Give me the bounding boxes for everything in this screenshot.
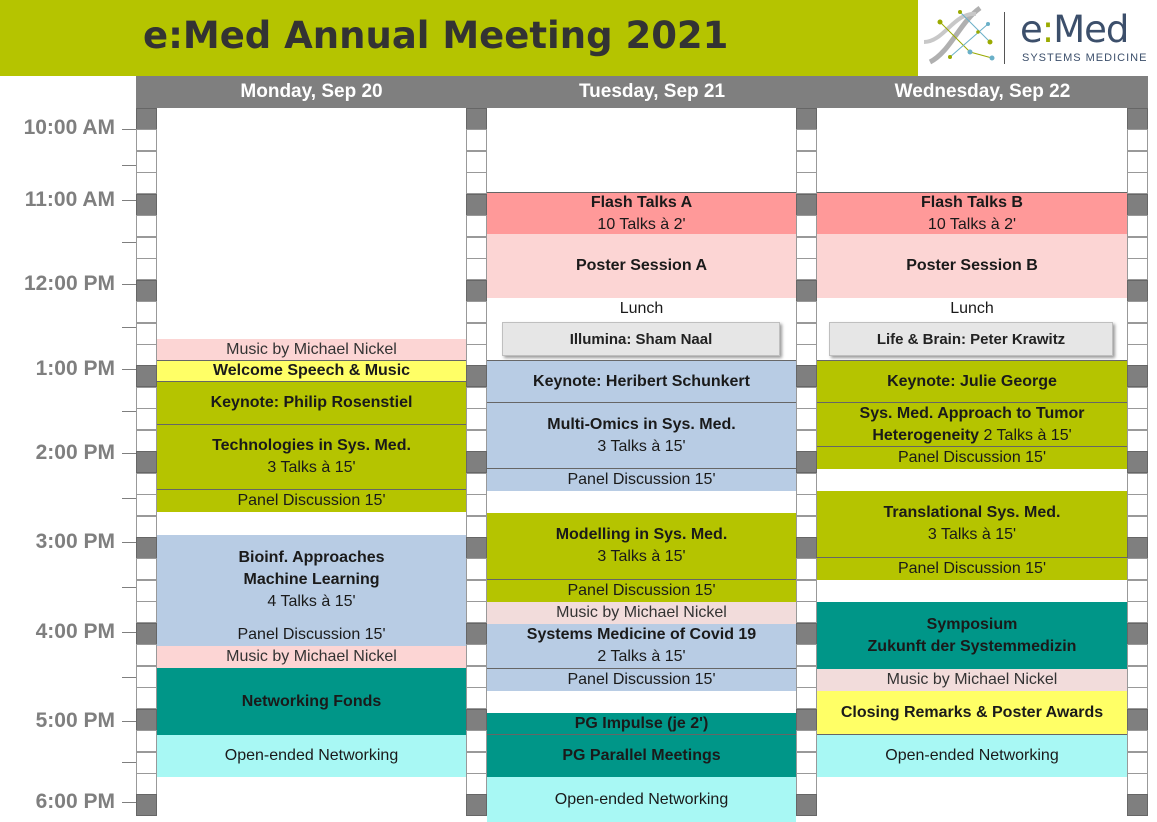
time-slot-cell (466, 194, 487, 216)
event-panel-tue-3: Panel Discussion 15' (487, 669, 796, 691)
time-slot-cell (796, 129, 817, 151)
time-slot-cell (1127, 773, 1148, 795)
half-hour-tick (122, 677, 136, 678)
half-hour-tick (122, 762, 136, 763)
event-bioinf: Bioinf. Approaches Machine Learning 4 Talks à 15' (157, 535, 466, 624)
time-slot-cell (796, 430, 817, 452)
time-slot-cell (796, 108, 817, 130)
time-slot-cell (1127, 558, 1148, 580)
event-music-tue: Music by Michael Nickel (487, 602, 796, 624)
time-slot-cell (466, 666, 487, 688)
time-slot-cell (796, 709, 817, 731)
time-slot-cell (796, 730, 817, 752)
time-slot-cell (1127, 387, 1148, 409)
time-slot-cell (796, 537, 817, 559)
time-slot-cell (466, 258, 487, 280)
time-slot-cell (136, 644, 157, 666)
time-slot-cell (796, 752, 817, 774)
time-slot-cell (136, 794, 157, 816)
time-slot-cell (466, 323, 487, 345)
time-slot-cell (466, 580, 487, 602)
schedule-column-tuesday (487, 108, 796, 822)
time-slot-cell (796, 387, 817, 409)
event-open-networking-tue: Open-ended Networking (487, 777, 796, 822)
sponsor-life-brain: Life & Brain: Peter Krawitz (829, 322, 1113, 356)
time-slot-cell (466, 365, 487, 387)
event-lunch-wed: Lunch (817, 298, 1127, 320)
time-slot-cell (796, 601, 817, 623)
time-slot-cell (466, 494, 487, 516)
time-slot-cell (136, 301, 157, 323)
time-slot-cell (796, 644, 817, 666)
time-slot-cell (136, 323, 157, 345)
hour-tick (122, 453, 136, 454)
time-slot-cell (466, 794, 487, 816)
day-header-tuesday: Tuesday, Sep 21 (487, 76, 817, 108)
event-flash-talks-b: Flash Talks B 10 Talks à 2' (817, 192, 1127, 234)
time-slot-cell (136, 580, 157, 602)
time-slot-cell (1127, 473, 1148, 495)
event-pg-impulse: PG Impulse (je 2') (487, 713, 796, 735)
time-label-12pm: 12:00 PM (23, 272, 115, 295)
time-slot-cell (136, 258, 157, 280)
time-slot-cell (1127, 151, 1148, 173)
event-panel-mon-1: Panel Discussion 15' (157, 490, 466, 512)
logo-divider (1004, 12, 1005, 64)
time-slot-gutter (1127, 108, 1148, 822)
time-slot-cell (796, 365, 817, 387)
time-slot-cell (466, 451, 487, 473)
time-slot-cell (466, 387, 487, 409)
time-slot-cell (796, 666, 817, 688)
time-slot-cell (796, 172, 817, 194)
half-hour-tick (122, 327, 136, 328)
time-label-1pm: 1:00 PM (35, 357, 115, 380)
event-open-networking-mon: Open-ended Networking (157, 735, 466, 777)
time-slot-cell (1127, 644, 1148, 666)
time-slot-cell (1127, 258, 1148, 280)
event-open-networking-wed: Open-ended Networking (817, 735, 1127, 777)
time-slot-cell (466, 108, 487, 130)
event-keynote-rosenstiel: Keynote: Philip Rosenstiel (157, 382, 466, 425)
time-slot-cell (796, 516, 817, 538)
time-slot-cell (136, 623, 157, 645)
event-poster-session-a: Poster Session A (487, 234, 796, 298)
logo-wordmark: e:Med (1020, 8, 1129, 51)
time-slot-cell (796, 473, 817, 495)
time-slot-cell (136, 172, 157, 194)
time-slot-cell (796, 323, 817, 345)
hour-tick (122, 542, 136, 543)
time-slot-cell (136, 494, 157, 516)
event-flash-talks-a: Flash Talks A 10 Talks à 2' (487, 192, 796, 234)
time-slot-cell (136, 430, 157, 452)
time-slot-cell (1127, 280, 1148, 302)
time-slot-cell (796, 301, 817, 323)
time-slot-cell (136, 408, 157, 430)
time-slot-cell (466, 430, 487, 452)
time-slot-cell (1127, 365, 1148, 387)
time-slot-cell (136, 773, 157, 795)
event-symposium: Symposium Zukunft der Systemmedizin (817, 602, 1127, 669)
time-slot-cell (1127, 730, 1148, 752)
time-slot-cell (466, 129, 487, 151)
time-slot-cell (136, 730, 157, 752)
event-networking-fonds: Networking Fonds (157, 668, 466, 735)
time-slot-cell (136, 215, 157, 237)
time-slot-cell (466, 344, 487, 366)
time-slot-cell (796, 687, 817, 709)
time-slot-cell (466, 301, 487, 323)
time-label-4pm: 4:00 PM (35, 620, 115, 643)
time-slot-cell (1127, 451, 1148, 473)
time-slot-cell (1127, 580, 1148, 602)
time-slot-cell (136, 516, 157, 538)
time-slot-cell (466, 752, 487, 774)
time-slot-cell (796, 451, 817, 473)
time-slot-cell (136, 752, 157, 774)
time-slot-cell (796, 494, 817, 516)
event-panel-tue-1: Panel Discussion 15' (487, 469, 796, 491)
time-slot-cell (136, 451, 157, 473)
time-slot-cell (796, 558, 817, 580)
title-banner (0, 0, 918, 76)
hour-tick (122, 721, 136, 722)
time-slot-cell (466, 237, 487, 259)
time-slot-cell (1127, 194, 1148, 216)
half-hour-tick (122, 242, 136, 243)
time-slot-cell (466, 151, 487, 173)
time-slot-cell (466, 215, 487, 237)
time-slot-cell (136, 601, 157, 623)
time-slot-cell (466, 709, 487, 731)
time-slot-cell (1127, 215, 1148, 237)
time-label-10am: 10:00 AM (23, 116, 115, 139)
time-label-5pm: 5:00 PM (35, 709, 115, 732)
time-slot-cell (466, 687, 487, 709)
time-slot-cell (796, 258, 817, 280)
time-slot-cell (1127, 172, 1148, 194)
time-slot-cell (1127, 794, 1148, 816)
half-hour-tick (122, 498, 136, 499)
time-label-3pm: 3:00 PM (35, 530, 115, 553)
time-slot-cell (1127, 301, 1148, 323)
time-slot-gutter (796, 108, 817, 822)
hour-tick (122, 802, 136, 803)
time-slot-cell (1127, 666, 1148, 688)
time-slot-cell (136, 687, 157, 709)
time-slot-cell (796, 794, 817, 816)
event-technologies: Technologies in Sys. Med. 3 Talks à 15' (157, 425, 466, 490)
time-slot-cell (796, 151, 817, 173)
time-slot-cell (1127, 108, 1148, 130)
schedule-column-wednesday (817, 108, 1127, 822)
time-label-2pm: 2:00 PM (35, 441, 115, 464)
time-slot-cell (136, 387, 157, 409)
time-slot-gutter (136, 108, 157, 822)
time-slot-cell (136, 473, 157, 495)
time-slot-cell (796, 344, 817, 366)
time-slot-cell (136, 129, 157, 151)
hour-tick (122, 200, 136, 201)
event-panel-wed-1: Panel Discussion 15' (817, 447, 1127, 469)
day-header-wednesday: Wednesday, Sep 22 (817, 76, 1148, 108)
event-keynote-schunkert: Keynote: Heribert Schunkert (487, 360, 796, 403)
event-multi-omics: Multi-Omics in Sys. Med. 3 Talks à 15' (487, 403, 796, 469)
time-slot-cell (136, 709, 157, 731)
day-header-monday: Monday, Sep 20 (136, 76, 487, 108)
time-slot-cell (466, 172, 487, 194)
time-slot-cell (796, 580, 817, 602)
event-covid: Systems Medicine of Covid 19 2 Talks à 15' (487, 624, 796, 669)
time-slot-cell (466, 280, 487, 302)
time-slot-cell (466, 730, 487, 752)
page-title: e:Med Annual Meeting 2021 (143, 14, 729, 57)
time-slot-cell (796, 773, 817, 795)
event-panel-wed-2: Panel Discussion 15' (817, 558, 1127, 580)
time-slot-cell (1127, 344, 1148, 366)
time-slot-cell (1127, 494, 1148, 516)
event-keynote-george: Keynote: Julie George (817, 360, 1127, 403)
time-slot-gutter (466, 108, 487, 822)
half-hour-tick (122, 411, 136, 412)
time-slot-cell (796, 237, 817, 259)
network-helix-icon (920, 2, 998, 72)
time-slot-cell (1127, 129, 1148, 151)
time-slot-cell (1127, 752, 1148, 774)
time-slot-cell (466, 623, 487, 645)
time-slot-cell (466, 601, 487, 623)
time-slot-cell (136, 237, 157, 259)
time-slot-cell (136, 108, 157, 130)
event-translational: Translational Sys. Med. 3 Talks à 15' (817, 491, 1127, 558)
hour-tick (122, 129, 136, 130)
time-slot-cell (466, 644, 487, 666)
time-slot-cell (796, 280, 817, 302)
time-slot-cell (136, 365, 157, 387)
time-slot-cell (136, 344, 157, 366)
time-slot-cell (1127, 237, 1148, 259)
hour-tick (122, 284, 136, 285)
event-music-wed: Music by Michael Nickel (817, 669, 1127, 691)
time-label-11am: 11:00 AM (24, 188, 115, 211)
event-modelling: Modelling in Sys. Med. 3 Talks à 15' (487, 513, 796, 580)
time-slot-cell (466, 558, 487, 580)
event-music-mon-2: Music by Michael Nickel (157, 646, 466, 668)
time-slot-cell (466, 516, 487, 538)
event-welcome: Welcome Speech & Music (157, 360, 466, 382)
time-slot-cell (1127, 408, 1148, 430)
time-slot-cell (136, 151, 157, 173)
time-slot-cell (1127, 709, 1148, 731)
event-panel-tue-2: Panel Discussion 15' (487, 580, 796, 602)
time-slot-cell (136, 537, 157, 559)
event-poster-session-b: Poster Session B (817, 234, 1127, 298)
event-pg-parallel: PG Parallel Meetings (487, 735, 796, 777)
logo-subtitle: SYSTEMS MEDICINE (1022, 52, 1148, 64)
half-hour-tick (122, 587, 136, 588)
time-label-6pm: 6:00 PM (35, 790, 115, 813)
time-slot-cell (1127, 601, 1148, 623)
time-slot-cell (796, 408, 817, 430)
time-slot-cell (136, 280, 157, 302)
sponsor-illumina: Illumina: Sham Naal (502, 322, 780, 356)
time-slot-cell (1127, 323, 1148, 345)
event-closing-remarks: Closing Remarks & Poster Awards (817, 691, 1127, 735)
hour-tick (122, 632, 136, 633)
schedule-column-monday (157, 108, 466, 822)
event-tumor-heterogeneity: Sys. Med. Approach to Tumor Heterogeneity 2 Talks à 15' (817, 403, 1127, 447)
time-slot-cell (796, 215, 817, 237)
time-slot-cell (136, 666, 157, 688)
emed-logo (918, 0, 1157, 76)
time-slot-cell (1127, 687, 1148, 709)
hour-tick (122, 369, 136, 370)
time-slot-cell (466, 537, 487, 559)
time-slot-cell (1127, 623, 1148, 645)
time-slot-cell (796, 623, 817, 645)
time-slot-cell (136, 194, 157, 216)
time-slot-cell (466, 408, 487, 430)
time-slot-cell (1127, 430, 1148, 452)
half-hour-tick (122, 165, 136, 166)
time-slot-cell (1127, 516, 1148, 538)
event-panel-mon-2: Panel Discussion 15' (157, 624, 466, 646)
event-lunch-tue: Lunch (487, 298, 796, 320)
time-slot-cell (136, 558, 157, 580)
time-slot-cell (466, 473, 487, 495)
event-music-mon-1: Music by Michael Nickel (157, 339, 466, 360)
time-slot-cell (796, 194, 817, 216)
time-slot-cell (466, 773, 487, 795)
time-slot-cell (1127, 537, 1148, 559)
